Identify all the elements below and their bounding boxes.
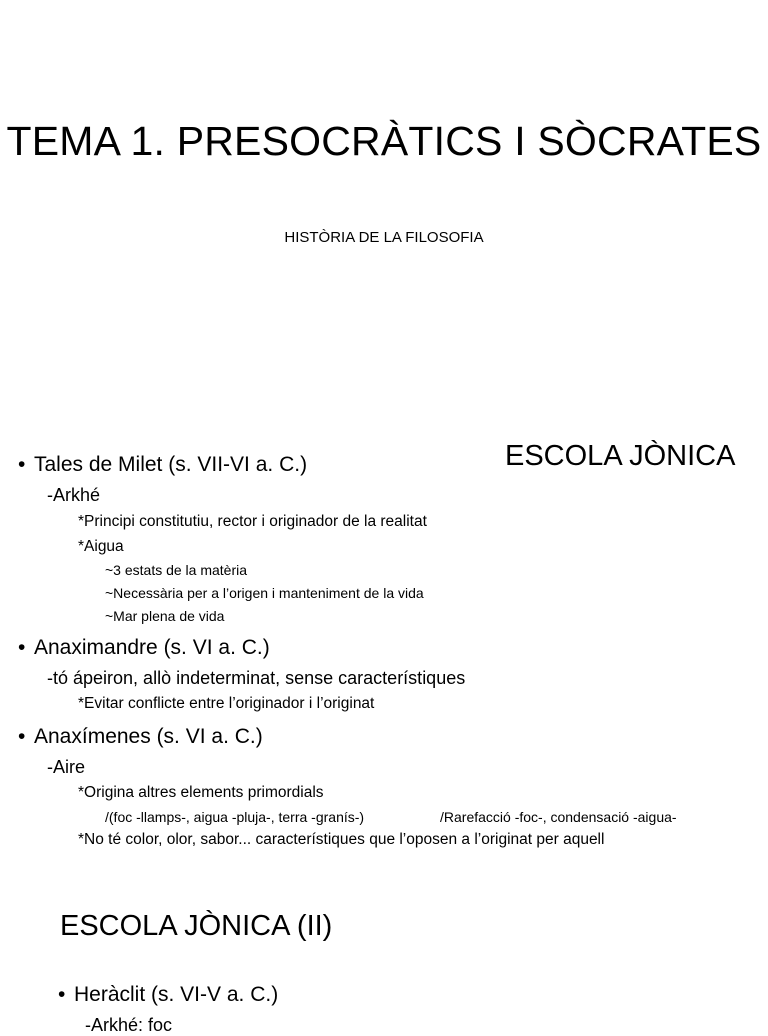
- slide-escola-jonica-ii: [0, 880, 768, 1035]
- bullet-icon: •: [18, 725, 26, 748]
- sub-sub-item: *No té color, olor, sabor... característiques que l’oposen a l’originat per aquell: [78, 831, 605, 848]
- detail-item: ~Mar plena de vida: [105, 608, 225, 624]
- bullet-icon: •: [58, 983, 66, 1006]
- bullet-item-heraclit: [58, 983, 278, 1007]
- bullet-icon: •: [18, 453, 26, 476]
- sub-sub-item: *Aigua: [78, 538, 124, 555]
- sub-sub-item: *Origina altres elements primordials: [78, 784, 324, 801]
- bullet-item-anaximenes: [18, 725, 263, 749]
- detail-item: ~3 estats de la matèria: [105, 562, 248, 578]
- sub-item: -Aire: [47, 757, 86, 777]
- sub-sub-item: *Evitar conflicte entre l’originador i l’originat: [78, 695, 375, 712]
- bullet-text: Anaxímenes (s. VI a. C.): [34, 725, 263, 748]
- bullet-text: Tales de Milet (s. VII-VI a. C.): [34, 453, 308, 476]
- bullet-text: Heràclit (s. VI-V a. C.): [74, 983, 279, 1006]
- slide-heading: ESCOLA JÒNICA: [505, 440, 736, 472]
- detail-item: /(foc -llamps-, aigua -pluja-, terra -granís-): [105, 809, 365, 825]
- sub-item: -Arkhé: foc: [85, 1015, 173, 1035]
- bullet-icon: •: [18, 636, 26, 659]
- slide-escola-jonica: [0, 420, 768, 880]
- presentation-title: TEMA 1. PRESOCRÀTICS I SÒCRATES: [6, 118, 762, 164]
- bullet-item-tales: [18, 453, 307, 477]
- detail-item: /Rarefacció -foc-, condensació -aigua-: [440, 809, 677, 825]
- sub-sub-item: *Principi constitutiu, rector i originador de la realitat: [78, 513, 427, 530]
- bullet-text: Anaximandre (s. VI a. C.): [34, 636, 270, 659]
- slide-title: [0, 0, 768, 420]
- presentation-subtitle: HISTÒRIA DE LA FILOSOFIA: [284, 229, 484, 246]
- bullet-item-anaximandre: [18, 636, 270, 660]
- sub-item: -tó ápeiron, allò indeterminat, sense característiques: [47, 668, 466, 688]
- detail-item: ~Necessària per a l’origen i manteniment de la vida: [105, 585, 424, 601]
- slide-heading: ESCOLA JÒNICA (II): [60, 910, 333, 942]
- sub-item: -Arkhé: [47, 485, 101, 505]
